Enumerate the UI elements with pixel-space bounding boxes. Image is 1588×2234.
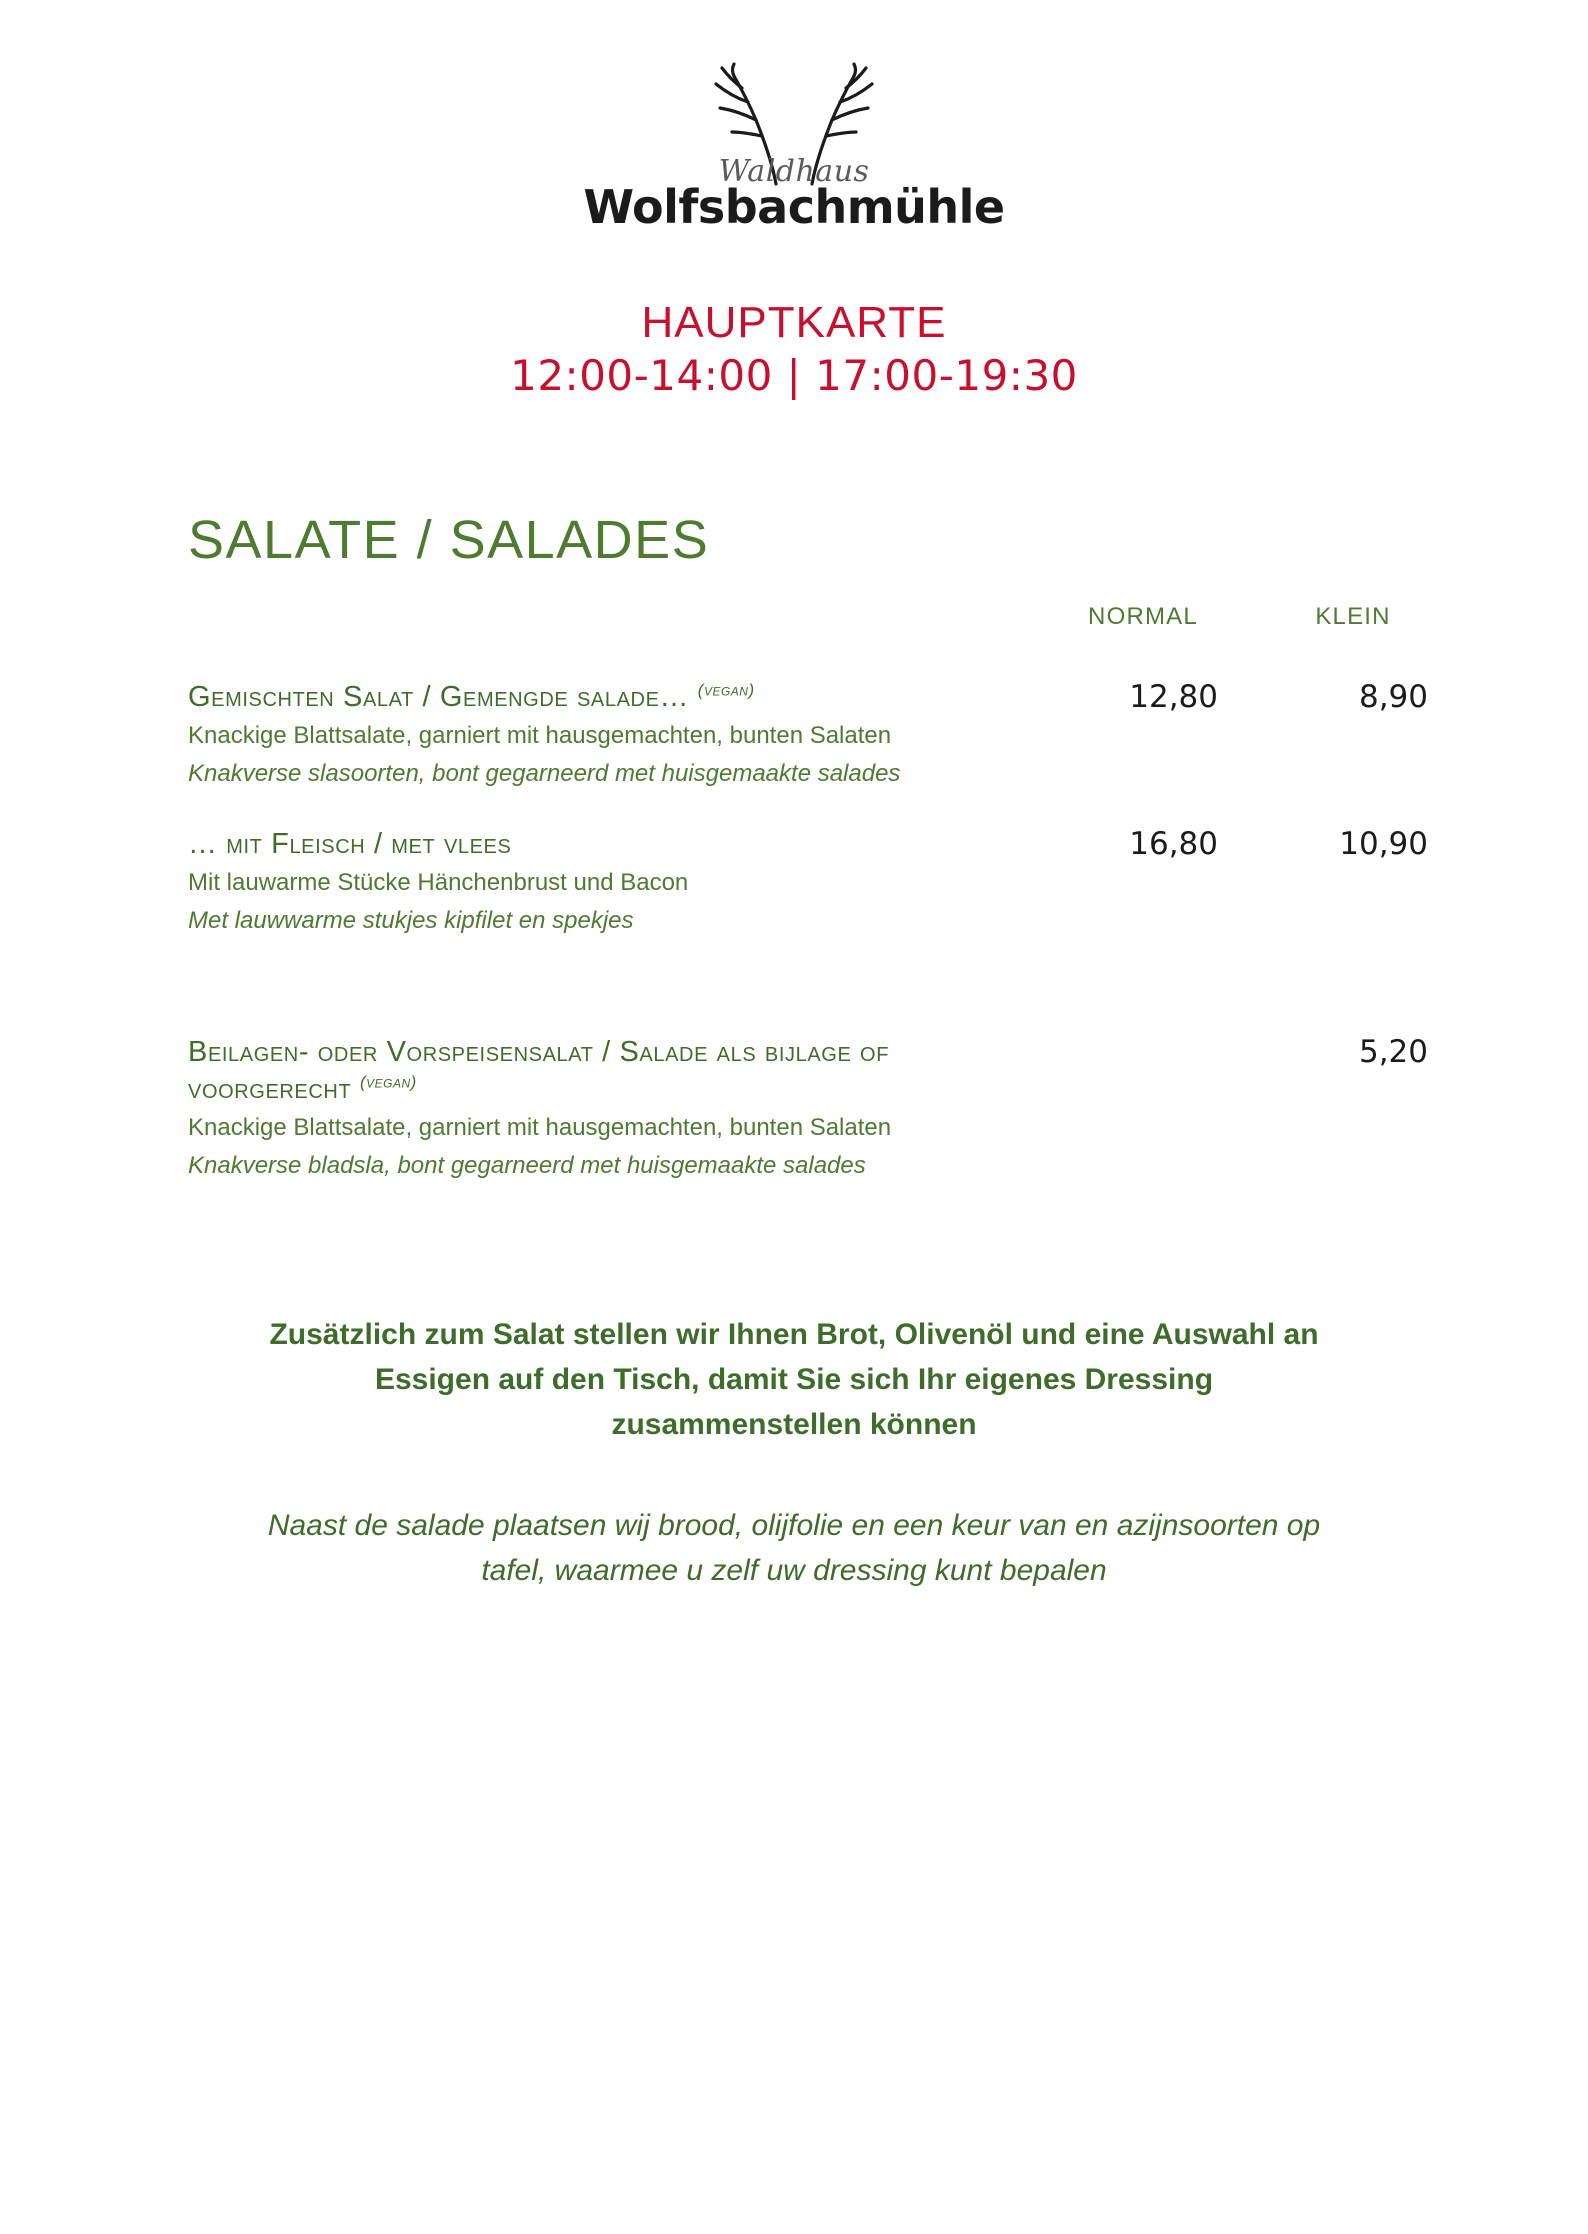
dressing-note-nl: Naast de salade plaatsen wij brood, olijfolie en een keur van en azijnsoorten op tafel, waarmee u zelf uw dressing kunt bepalen [267, 1508, 1321, 1587]
section-title-salate: SALATE / SALADES [188, 509, 710, 570]
logo-main-text: Wolfsbachmühle [583, 180, 1005, 234]
column-header-normal: NORMAL [1088, 602, 1198, 630]
menu-item-description-de: Knackige Blattsalate, garniert mit hausgemachten, bunten Salaten [188, 722, 892, 749]
menu-item-price-normal: 12,80 [1129, 678, 1218, 715]
dressing-note-de: Zusätzlich zum Salat stellen wir Ihnen Brot, Olivenöl und eine Auswahl an Essigen auf den Tisch, damit Sie sich Ihr eigenes Dressing zusammenstellen können [269, 1317, 1319, 1441]
menu-item-price-normal: 16,80 [1129, 825, 1218, 862]
menu-item-name [188, 826, 1400, 862]
menu-item-name-text: … mit Fleisch / met vlees [188, 827, 512, 860]
menu-item [188, 1034, 1428, 1183]
dressing-note [188, 1312, 1400, 1593]
menu-content [0, 509, 1588, 1593]
page-title: HAUPTKARTE [641, 298, 947, 348]
menu-item-description-nl: Knakverse slasoorten, bont gegarneerd met huisgemaakte salades [188, 759, 901, 787]
column-header-klein: KLEIN [1315, 602, 1391, 630]
menu-item [188, 678, 1428, 792]
logo-script-text: Waldhaus [718, 154, 870, 189]
menu-item-name [188, 1034, 1400, 1107]
menu-item-description-de: Mit lauwarme Stücke Hänchenbrust und Bacon [188, 868, 689, 896]
price-column-headers [188, 603, 1400, 645]
menu-item-description-de: Knackige Blattsalate, garniert mit hausgemachten, bunten Salaten [188, 1113, 892, 1141]
vegan-tag: (vegan) [697, 680, 755, 700]
menu-item-name-text: Gemischten Salat / Gemengde salade… [188, 680, 690, 713]
menu-item-description-nl: Met lauwwarme stukjes kipfilet en spekjes [188, 906, 634, 934]
menu-item-price-klein: 5,20 [1358, 1034, 1428, 1071]
opening-hours: 12:00-14:00 | 17:00-19:30 [510, 351, 1078, 401]
menu-item-name-text: Beilagen- oder Vorspeisensalat / Salade als bijlage of voorgerecht [188, 1036, 890, 1105]
menu-item-price-klein: 10,90 [1339, 825, 1428, 862]
restaurant-logo [0, 0, 1588, 234]
menu-item-name [188, 679, 1400, 715]
menu-item-description-nl: Knakverse bladsla, bont gegarneerd met huisgemaakte salades [188, 1151, 866, 1179]
menu-item-price-klein: 8,90 [1358, 678, 1428, 715]
vegan-tag: (vegan) [359, 1072, 417, 1092]
menu-item [188, 825, 1428, 939]
menu-header [0, 297, 1588, 400]
